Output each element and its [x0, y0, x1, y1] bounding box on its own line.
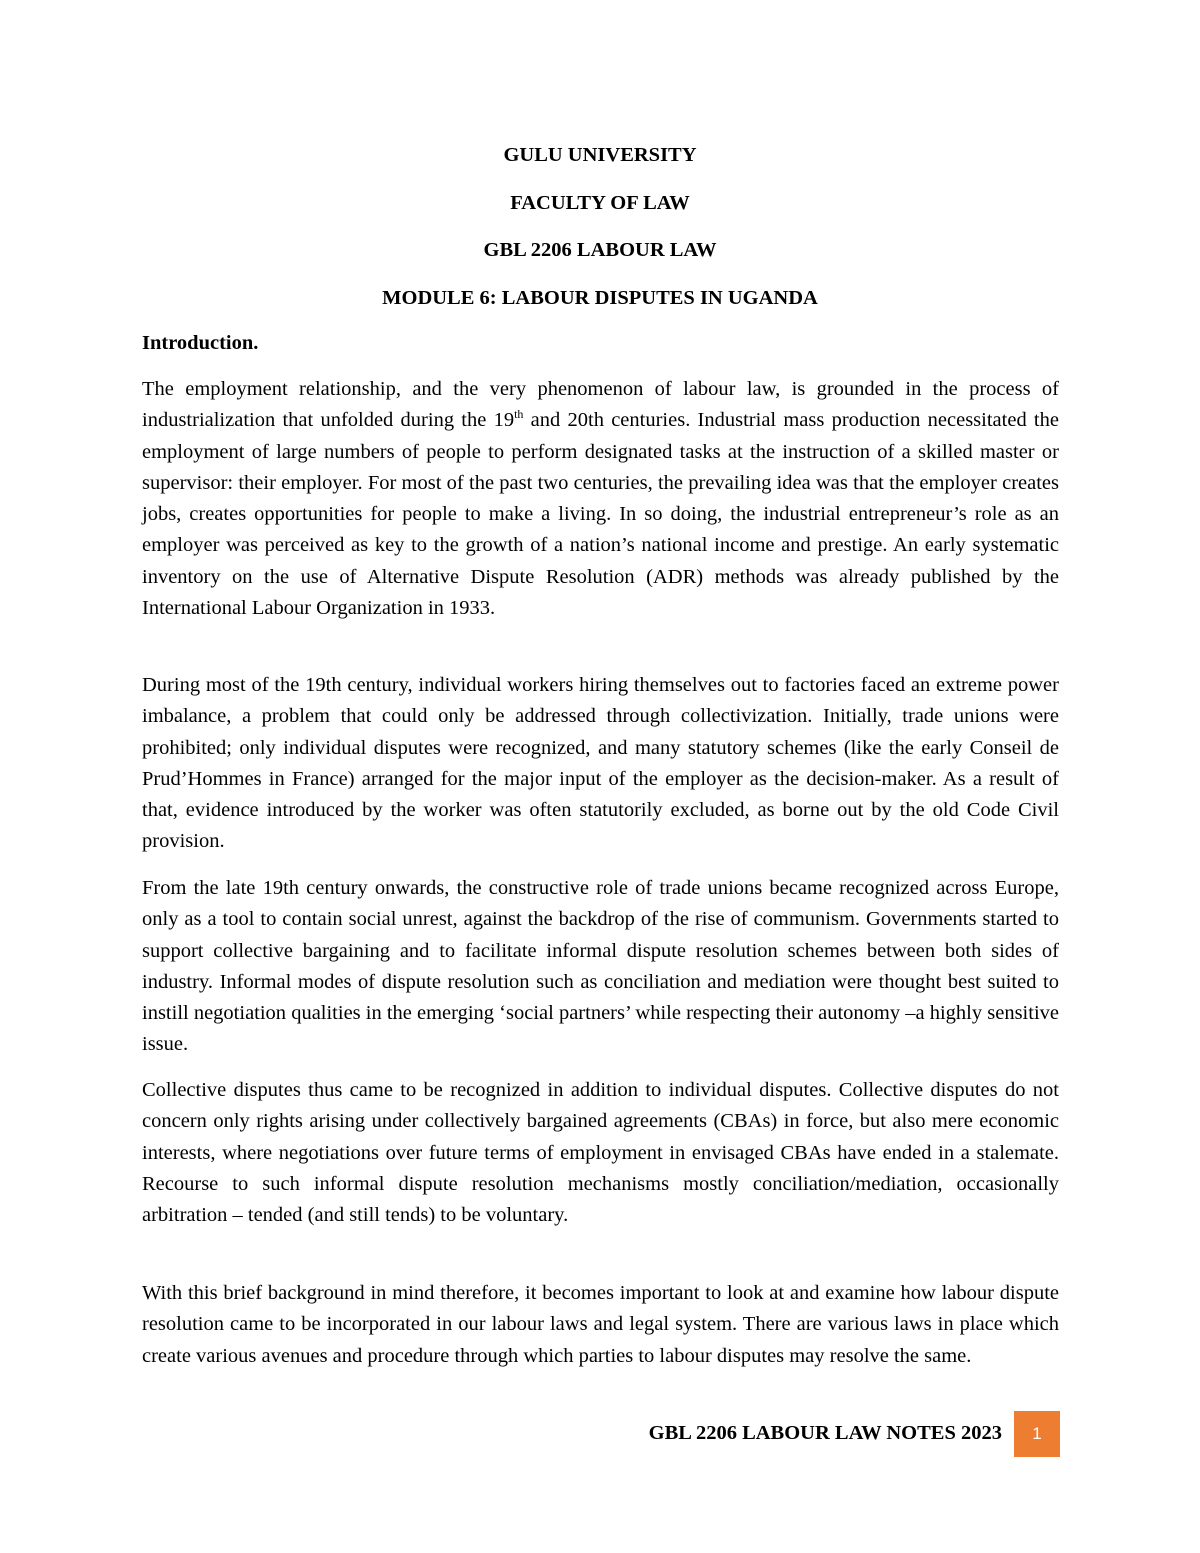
introduction-heading: Introduction.: [142, 332, 259, 354]
paragraph-3: From the late 19th century onwards, the constructive role of trade unions became recognized across Europe, only as a tool to contain social unrest, against the backdrop of the rise of communism. Governments started to support collective bargaining and to facilitate informal dispute resolution schemes between both sides of industry. Informal modes of dispute resolution such as conciliation and mediation were thought best suited to instill negotiation qualities in the emerging ‘social partners’ while respecting their autonomy –a highly sensitive issue.: [142, 877, 1059, 1056]
footer-title: GBL 2206 LABOUR LAW NOTES 2023: [648, 1422, 1002, 1444]
paragraph-4: Collective disputes thus came to be recognized in addition to individual disputes. Collective disputes do not concern only rights arising under collectively bargained agreements (CBAs) in force, but also mere economic interests, where negotiations over future terms of employment in envisaged CBAs have ended in a stalemate. Recourse to such informal dispute resolution mechanisms mostly conciliation/mediation, occasionally arbitration – tended (and still tends) to be voluntary.: [142, 1079, 1059, 1227]
paragraph-1-part-1: The employment relationship, and the very phenomenon of labour law, is grounded in the process of industrialization that unfolded during the 19: [142, 378, 1059, 432]
course-title: GBL 2206 LABOUR LAW: [483, 239, 717, 261]
superscript-th: th: [514, 407, 524, 422]
faculty-title: FACULTY OF LAW: [510, 192, 690, 214]
paragraph-2: During most of the 19th century, individual workers hiring themselves out to factories faced an extreme power imbalance, a problem that could only be addressed through collectivization. Initially, trade unions were prohibited; only individual disputes were recognized, and many statutory schemes (like the early Conseil de Prud’Hommes in France) arranged for the major input of the employer as the decision-maker. As a result of that, evidence introduced by the worker was often statutorily excluded, as borne out by the old Code Civil provision.: [142, 674, 1059, 853]
paragraph-1: [142, 374, 1059, 624]
module-title: MODULE 6: LABOUR DISPUTES IN UGANDA: [382, 287, 818, 309]
university-title: GULU UNIVERSITY: [503, 144, 697, 166]
page-number-badge: 1: [1014, 1411, 1060, 1457]
paragraph-1-part-2: and 20th centuries. Industrial mass production necessitated the employment of large numbers of people to perform designated tasks at the instruction of a skilled master or supervisor: their employer. For most of the past two centuries, the prevailing idea was that the employer creates jobs, creates opportunities for people to make a living. In so doing, the industrial entrepreneur’s role as an employer was perceived as key to the growth of a nation’s national income and prestige. An early systematic inventory on the use of Alternative Dispute Resolution (ADR) methods was already published by the International Labour Organization in 1933.: [142, 409, 1059, 620]
paragraph-5: With this brief background in mind therefore, it becomes important to look at and examine how labour dispute resolution came to be incorporated in our labour laws and legal system. There are various laws in place which create various avenues and procedure through which parties to labour disputes may resolve the same.: [142, 1282, 1059, 1367]
